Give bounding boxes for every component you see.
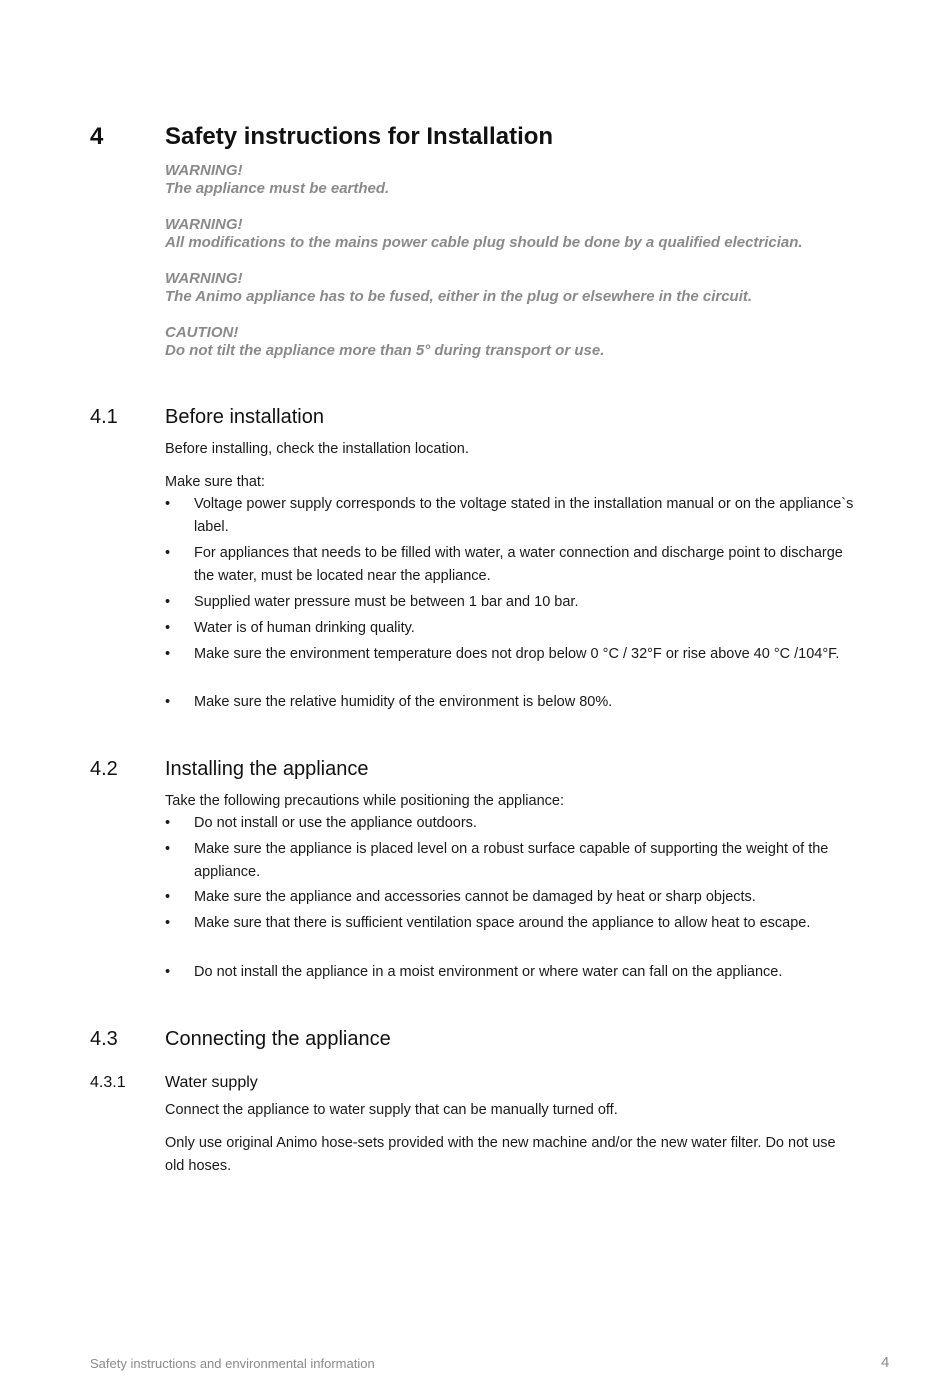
section-title: Before installation — [165, 406, 324, 428]
warning-text: The appliance must be earthed. — [165, 180, 390, 197]
list-item-text: Voltage power supply corresponds to the voltage stated in the installation manual or on the appliance`s label. — [194, 496, 854, 535]
section-title: Safety instructions for Installation — [165, 123, 554, 150]
bullet-icon: • — [165, 545, 171, 561]
bullet-icon: • — [165, 841, 171, 857]
bullet-icon: • — [165, 646, 171, 662]
caution-text: Do not tilt the appliance more than 5° during transport or use. — [165, 342, 605, 359]
section-number: 4.2 — [90, 758, 118, 780]
warning-label: WARNING! — [165, 270, 243, 287]
footer-title: Safety instructions and environmental information — [90, 1356, 375, 1371]
paragraph: Take the following precautions while positioning the appliance: — [165, 793, 565, 809]
list-item-text: Do not install or use the appliance outdoors. — [194, 815, 477, 831]
warning-text: All modifications to the mains power cable plug should be done by a qualified electrician. — [165, 234, 803, 251]
bullet-icon: • — [165, 496, 171, 512]
bullet-icon: • — [165, 620, 171, 636]
list-item-text: Make sure the environment temperature does not drop below 0 °C / 32°F or rise above 40 °C /104°F. — [194, 646, 840, 662]
list-item-text: Supplied water pressure must be between 1 bar and 10 bar. — [194, 594, 579, 610]
paragraph: Only use original Animo hose-sets provided with the new machine and/or the new water filter. Do not use old hoses. — [165, 1135, 836, 1174]
bullet-icon: • — [165, 594, 171, 610]
list-item-text: Make sure the relative humidity of the environment is below 80%. — [194, 694, 613, 710]
section-title: Installing the appliance — [165, 758, 369, 780]
section-title: Water supply — [165, 1074, 258, 1091]
bullet-icon: • — [165, 694, 171, 710]
list-item-text: Make sure that there is sufficient ventilation space around the appliance to allow heat to escape. — [194, 915, 811, 931]
warning-text: The Animo appliance has to be fused, either in the plug or elsewhere in the circuit. — [165, 288, 753, 305]
list-item-text: For appliances that needs to be filled with water, a water connection and discharge point to discharge the water, must be located near the appliance. — [194, 545, 843, 584]
list-item-text: Do not install the appliance in a moist environment or where water can fall on the appliance. — [194, 964, 783, 980]
bullet-icon: • — [165, 815, 171, 831]
list-item-text: Make sure the appliance and accessories cannot be damaged by heat or sharp objects. — [194, 889, 756, 905]
caution-label: CAUTION! — [165, 324, 239, 341]
list-item-text: Make sure the appliance is placed level on a robust surface capable of supporting the weight of the appliance. — [194, 841, 829, 880]
paragraph: Before installing, check the installation location. — [165, 441, 469, 457]
paragraph: Make sure that: — [165, 474, 265, 490]
section-number: 4 — [90, 123, 104, 150]
section-number: 4.3.1 — [90, 1074, 126, 1091]
bullet-icon: • — [165, 915, 171, 931]
section-number: 4.3 — [90, 1028, 118, 1050]
paragraph: Connect the appliance to water supply that can be manually turned off. — [165, 1102, 618, 1118]
warning-label: WARNING! — [165, 216, 243, 233]
section-title: Connecting the appliance — [165, 1028, 391, 1050]
page-number: 4 — [881, 1354, 890, 1371]
list-item-text: Water is of human drinking quality. — [194, 620, 415, 636]
bullet-icon: • — [165, 964, 171, 980]
section-number: 4.1 — [90, 406, 118, 428]
warning-label: WARNING! — [165, 162, 243, 179]
bullet-icon: • — [165, 889, 171, 905]
